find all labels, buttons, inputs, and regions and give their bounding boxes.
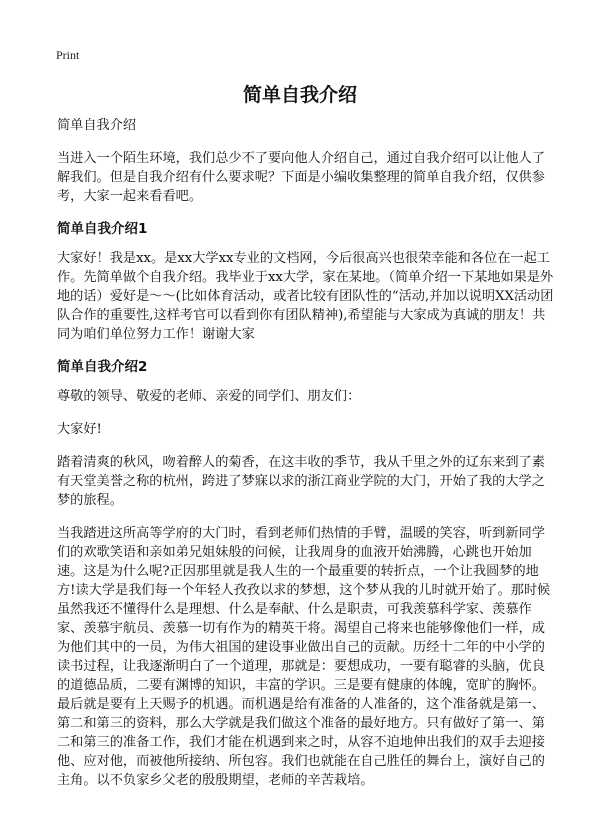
intro-paragraph: 当进入一个陌生环境，我们总少不了要向他人介绍自己，通过自我介绍可以让他人了解我们。但是自我介绍有什么要求呢？下面是小编收集整理的简单自我介绍，仅供参考，大家一起来看看吧。 xyxy=(57,151,545,204)
page-title: 简单自我介绍 xyxy=(242,84,357,106)
print-link[interactable]: Print xyxy=(56,48,80,62)
document-subtitle: 简单自我介绍 xyxy=(57,118,137,133)
section-paragraph: 大家好！我是xx。是xx大学xx专业的文档网，今后很高兴也很荣幸能和各位在一起工作。先简单做个自我介绍。我毕业于xx大学，家在某地。（简单介绍一下某地如果是外地的话）爱好是～～(比如体育活动，或者比较有团队性的“活动,并加以说明XX活动团队合作的重要性,这样考官可以看到你有团队精神),希望能与大家成为真诚的朋友！共同为咱们单位努力工作！谢谢大家 xyxy=(57,251,554,342)
section-heading: 简单自我介绍2 xyxy=(57,359,148,375)
section-paragraph: 大家好! xyxy=(57,422,102,437)
section-heading: 简单自我介绍1 xyxy=(57,221,148,237)
section-paragraph: 当我踏进这所高等学府的大门时，看到老师们热情的手臂，温暖的笑容，听到新同学们的欢歌笑语和亲如弟兄姐妹般的问候，让我周身的血液开始沸腾，心跳也开始加速。这是为什么呢?正因那里就是我人生的一个最重要的转折点，一个让我圆梦的地方!读大学是我们每一个年轻人孜孜以求的梦想，这个梦从我的儿时就开始了。那时候虽然我还不懂得什么是理想、什么是奉献、什么是职责，可我羡慕科学家、羡慕作家、羡慕宇航员、羡慕一切有作为的精英干将。渴望自己将来也能够像他们一样，成为他们其中的一员，为伟大祖国的建设事业做出自己的贡献。历经十二年的中小学的读书过程，让我逐渐明白了一个道理，那就是：要想成功，一要有聪睿的头脑，优良的道德品质，二要有渊博的知识，丰富的学识。三是要有健康的体魄，宽旷的胸怀。最后就是要有上天赐予的机遇。而机遇是给有准备的人准备的，这个准备就是第一、第二和第三的资料，那么大学就是我们做这个准备的最好地方。只有做好了第一、第二和第三的准备工作，我们才能在机遇到来之时，从容不迫地伸出我们的双手去迎接他、应对他，而被他所接纳、所包容。我们也就能在自己胜任的舞台上，演好自己的主角。以不负家乡父老的殷殷期望，老师的辛苦栽培。 xyxy=(57,526,551,788)
document-body xyxy=(57,116,554,804)
section-paragraph: 踏着清爽的秋风，吻着醉人的菊香，在这丰收的季节，我从千里之外的辽东来到了素有天堂美誉之称的杭州，跨进了梦寐以求的浙江商业学院的大门，开始了我的大学之梦的旅程。 xyxy=(57,455,545,508)
section-paragraph: 尊敬的领导、敬爱的老师、亲爱的同学们、朋友们： xyxy=(57,389,361,404)
